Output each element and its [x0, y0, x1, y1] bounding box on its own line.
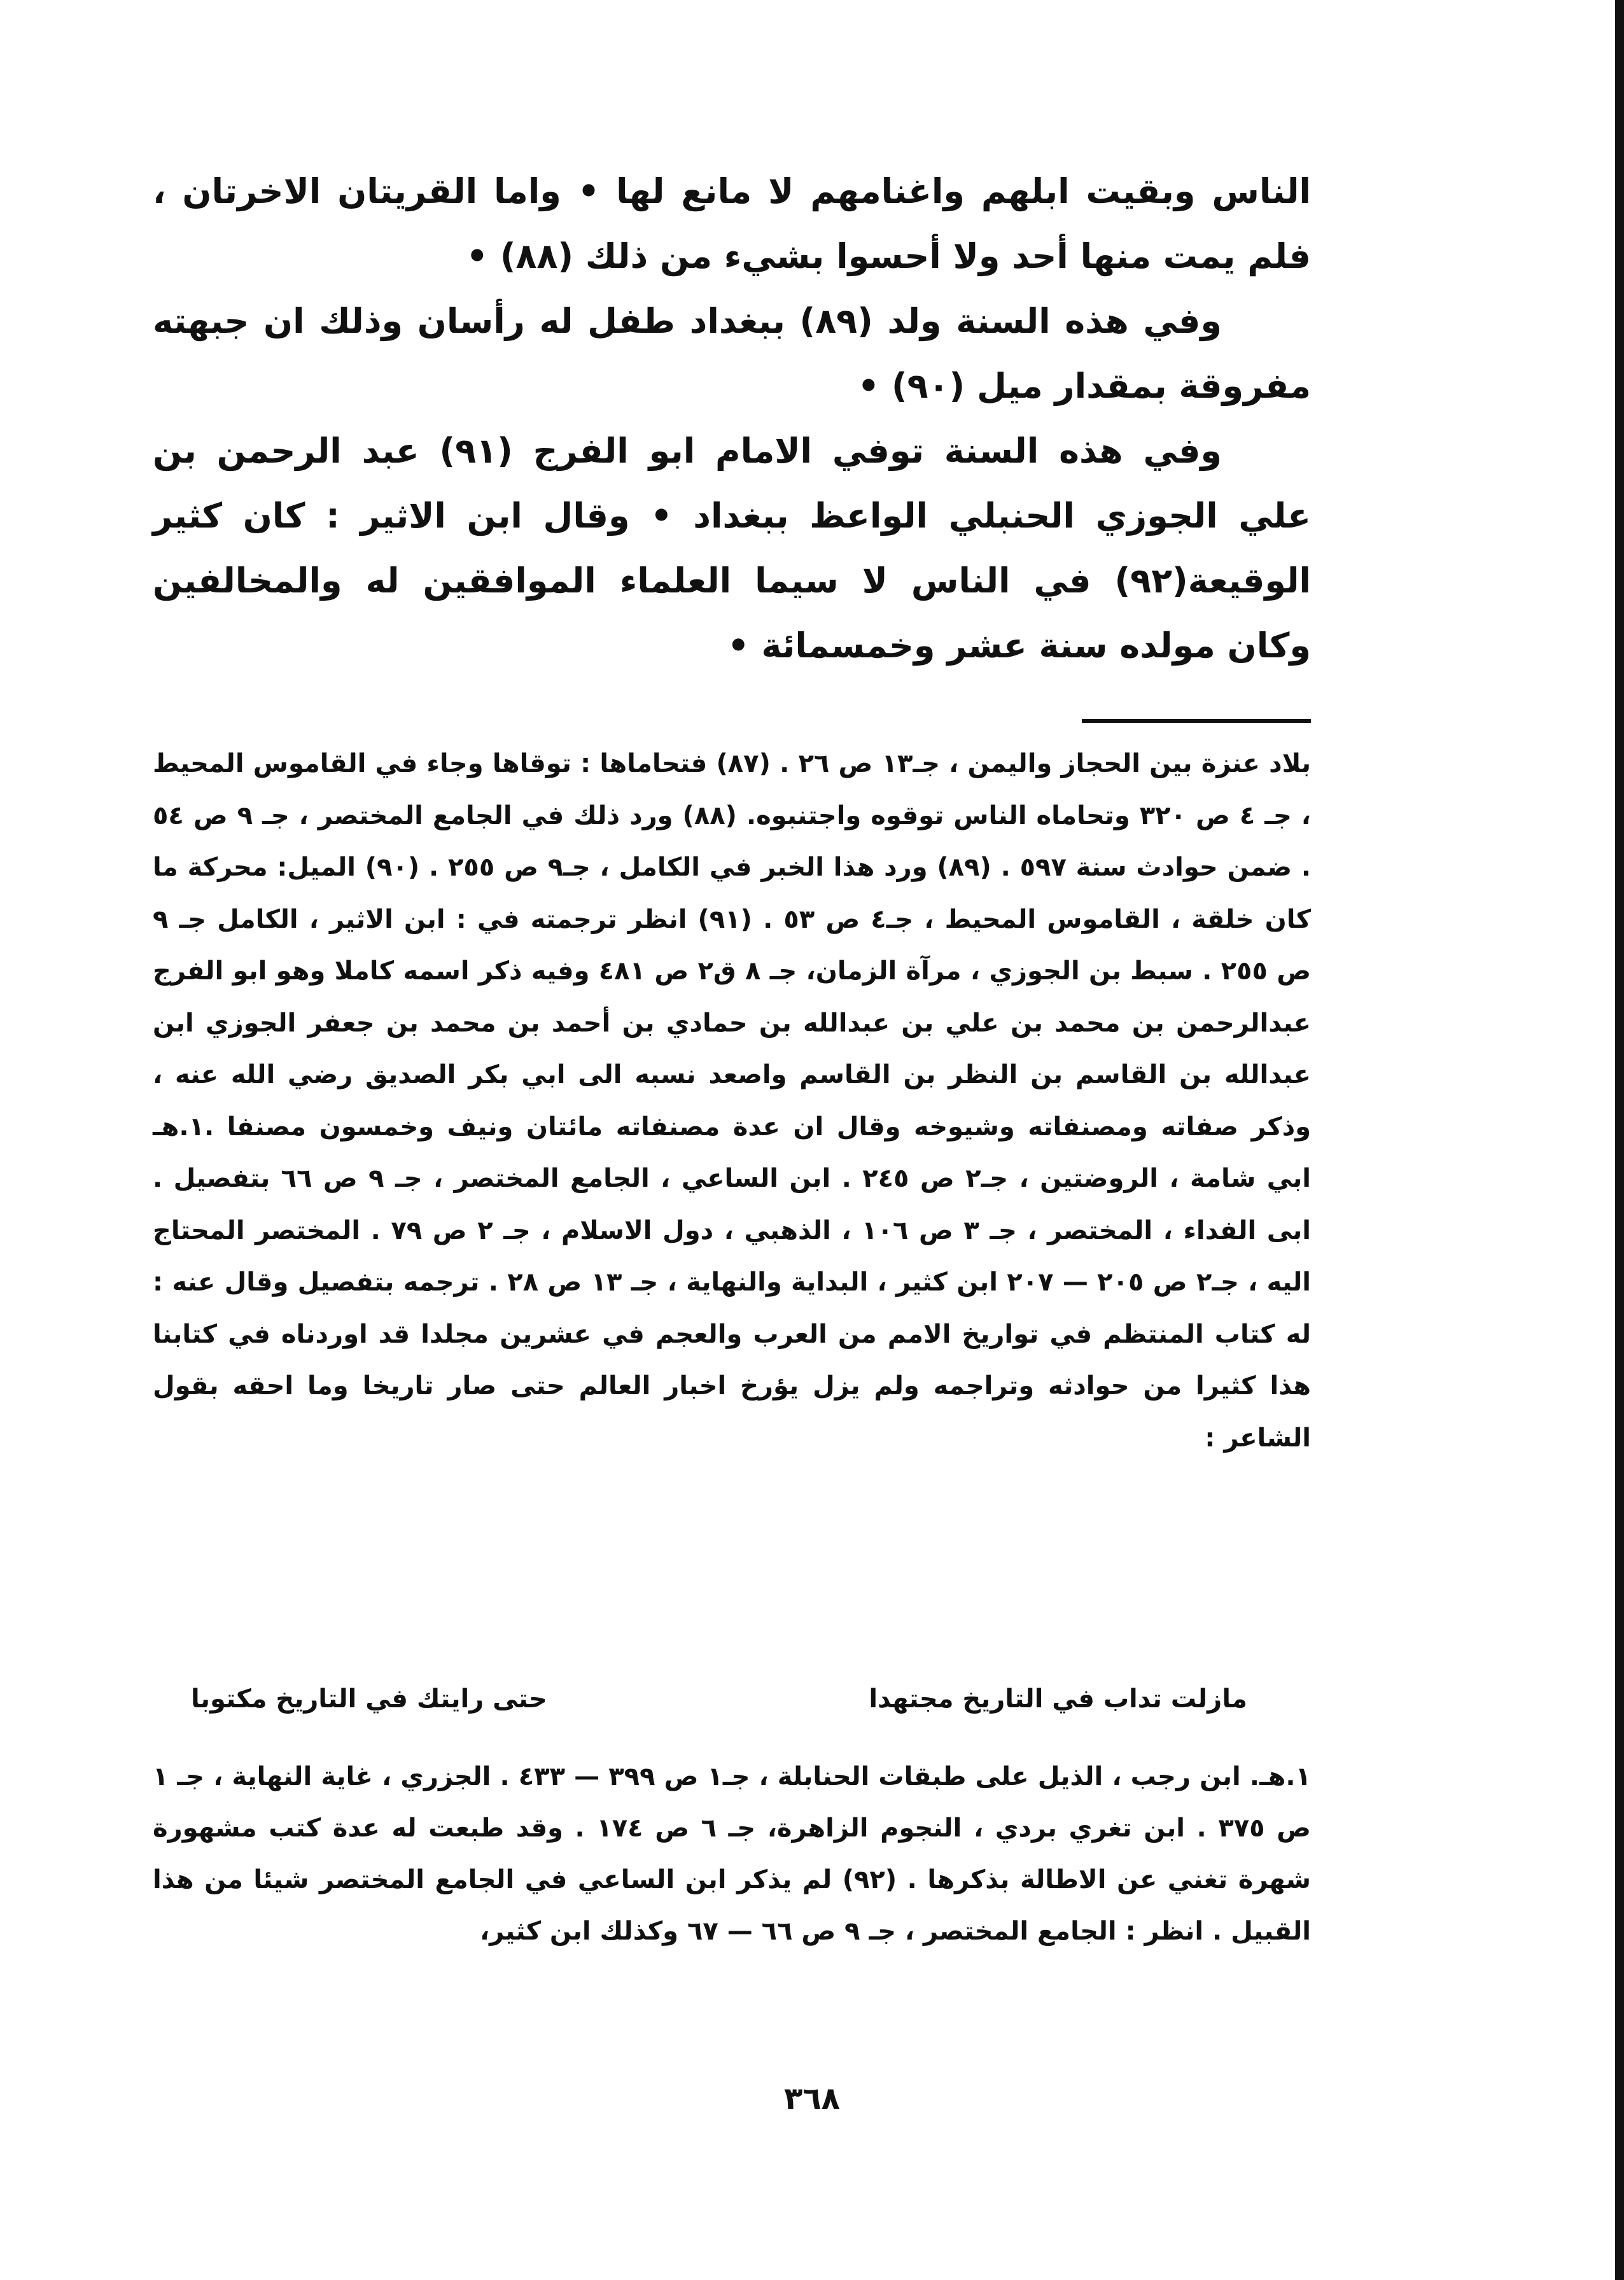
footnote-divider: [1082, 719, 1311, 723]
footnotes: [153, 738, 1311, 1464]
footnote-continued-block: ١.هـ. ابن رجب ، الذيل على طبقات الحنابلة ، جـ١ ص ٣٩٩ — ٤٣٣ . الجزري ، غاية النهاية ، جـ ١ ص ٣٧٥ . ابن تغري بردي ، النجوم الزاهرة، جـ ٦ ص ١٧٤ . وقد طبعت له عدة كتب مشهورة شهرة تغني عن الاطالة بذكرها . (٩٢) لم يذكر ابن الساعي في الجامع المختصر شيئا من هذا القبيل . انظر : الجامع المختصر ، جـ ٩ ص ٦٦ — ٦٧ وكذلك ابن كثير،: [153, 1762, 1311, 1946]
paragraph-3: وفي هذه السنة توفي الامام ابو الفرج (٩١) عبد الرحمن بن علي الجوزي الحنبلي الواعظ ببغداد • وقال ابن الاثير : كان كثير الوقيعة(٩٢) في الناس لا سيما العلماء الموافقين له والمخالفين وكان مولده سنة عشر وخمسمائة •: [153, 431, 1311, 666]
footnotes-continued: [153, 1726, 1311, 1983]
paragraph-1: الناس وبقيت ابلهم واغنامهم لا مانع لها • واما القريتان الاخرتان ، فلم يمت منها أحد ولا أحسوا بشيء من ذلك (٨٨) •: [153, 171, 1311, 276]
poetry-verse: [191, 1674, 1247, 1724]
paragraph-2: وفي هذه السنة ولد (٨٩) ببغداد طفل له رأسان وذلك ان جبهته مفروقة بمقدار ميل (٩٠) •: [153, 301, 1311, 406]
footnote-block: بلاد عنزة بين الحجاز واليمن ، جـ١٣ ص ٢٦ . (٨٧) فتحاماها : توقاها وجاء في القاموس المحيط ، جـ ٤ ص ٣٢٠ وتحاماه الناس توقوه واجتنبوه. (٨٨) ورد ذلك في الجامع المختصر ، جـ ٩ ص ٥٤ . ضمن حوادث سنة ٥٩٧ . (٨٩) ورد هذا الخبر في الكامل ، جـ٩ ص ٢٥٥ . (٩٠) الميل: محركة ما كان خلقة ، القاموس المحيط ، جـ٤ ص ٥٣ . (٩١) انظر ترجمته في : ابن الاثير ، الكامل جـ ٩ ص ٢٥٥ . سبط بن الجوزي ، مرآة الزمان، جـ ٨ ق٢ ص ٤٨١ وفيه ذكر اسمه كاملا وهو ابو الفرج عبدالرحمن بن محمد بن علي بن عبدالله بن حمادي بن أحمد بن محمد بن جعفر الجوزي ابن عبدالله بن القاسم بن النظر بن القاسم واصعد نسبه الى ابي بكر الصديق رضي الله عنه ، وذكر صفاته ومصنفاته وشيوخه وقال ان عدة مصنفاته مائتان ونيف وخمسون مصنفا .١.هـ ابي شامة ، الروضتين ، جـ٢ ص ٢٤٥ . ابن الساعي ، الجامع المختصر ، جـ ٩ ص ٦٦ بتفصيل . ابى الفداء ، المختصر ، جـ ٣ ص ١٠٦ ، الذهبي ، دول الاسلام ، جـ ٢ ص ٧٩ . المختصر المحتاج اليه ، جـ٢ ص ٢٠٥ — ٢٠٧ ابن كثير ، البداية والنهاية ، جـ ١٣ ص ٢٨ . ترجمه بتفصيل وقال عنه : له كتاب المنتظم في تواريخ الامم من العرب والعجم في عشرين مجلدا قد اوردناه في كتابنا هذا كثيرا من حوادثه وتراجمه ولم يزل يؤرخ اخبار العالم حتى صار تاريخا وما احقه بقول الشاعر :: [153, 749, 1312, 1453]
main-text: [153, 159, 1311, 678]
verse-second-hemistich: حتى رايتك في التاريخ مكتوبا: [191, 1684, 547, 1714]
verse-first-hemistich: مازلت تداب في التاريخ مجتهدا: [869, 1684, 1247, 1714]
page-number: ٣٦٨: [784, 2081, 840, 2116]
scan-edge-border: [1615, 0, 1624, 2280]
